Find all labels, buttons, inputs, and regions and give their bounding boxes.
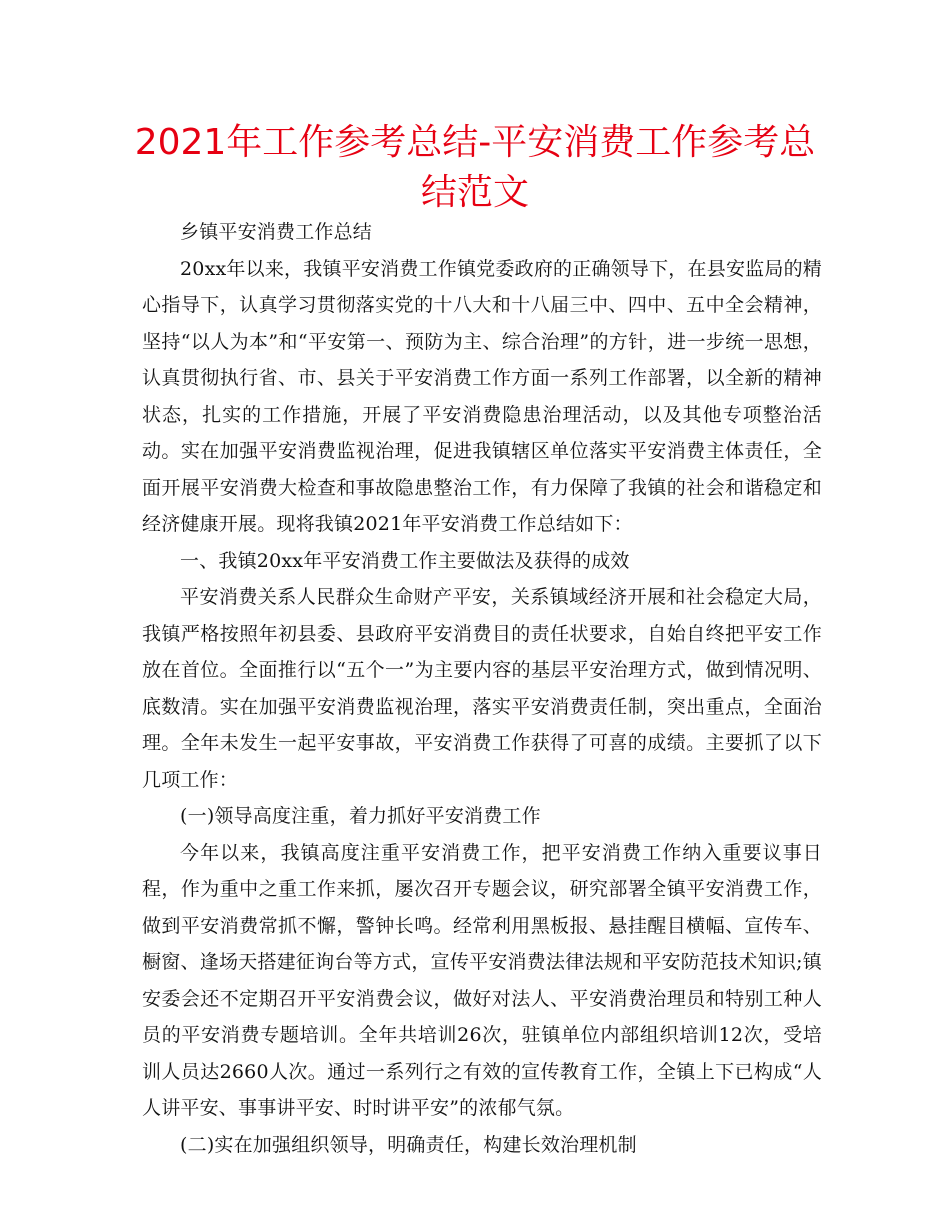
- document-body: [142, 214, 822, 1163]
- subsection-heading: (一)领导高度注重，着力抓好平安消费工作: [180, 805, 541, 827]
- subtitle-paragraph: 乡镇平安消费工作总结: [180, 221, 373, 243]
- body-paragraph: 今年以来，我镇高度注重平安消费工作，把平安消费工作纳入重要议事日程，作为重中之重工作来抓，屡次召开专题会议，研究部署全镇平安消费工作，做到平安消费常抓不懈，警钟长鸣。经常利用黑板报、悬挂醒目横幅、宣传车、橱窗、逢场天搭建征询台等方式，宣传平安消费法律法规和平安防范技术知识;镇安委会还不定期召开平安消费会议，做好对法人、平安消费治理员和特别工种人员的平安消费专题培训。全年共培训26次，驻镇单位内部组织培训12次，受培训人员达2660人次。通过一系列行之有效的宣传教育工作，全镇上下已构成“人人讲平安、事事讲平安、时时讲平安”的浓郁气氛。: [142, 841, 822, 1119]
- section-heading: 一、我镇20xx年平安消费工作主要做法及获得的成效: [180, 549, 630, 572]
- body-paragraph: 平安消费关系人民群众生命财产平安，关系镇域经济开展和社会稳定大局，我镇严格按照年初县委、县政府平安消费目的责任状要求，自始自终把平安工作放在首位。全面推行以“五个一”为主要内容的基层平安治理方式，做到情况明、底数清。实在加强平安消费监视治理，落实平安消费责任制，突出重点，全面治理。全年未发生一起平安事故，平安消费工作获得了可喜的成绩。主要抓了以下几项工作：: [142, 586, 822, 791]
- intro-paragraph: 20xx年以来，我镇平安消费工作镇党委政府的正确领导下，在县安监局的精心指导下，认真学习贯彻落实党的十八大和十八届三中、四中、五中全会精神，坚持“以人为本”和“平安第一、预防为主、综合治理”的方针，进一步统一思想，认真贯彻执行省、市、县关于平安消费工作方面一系列工作部署，以全新的精神状态，扎实的工作措施，开展了平安消费隐患治理活动，以及其他专项整治活动。实在加强平安消费监视治理，促进我镇辖区单位落实平安消费主体责任，全面开展平安消费大检查和事故隐患整治工作，有力保障了我镇的社会和谐稳定和经济健康开展。现将我镇2021年平安消费工作总结如下：: [142, 257, 822, 535]
- document-title: 2021年工作参考总结-平安消费工作参考总结范文: [134, 122, 816, 213]
- subsection-heading: (二)实在加强组织领导，明确责任，构建长效治理机制: [180, 1133, 637, 1156]
